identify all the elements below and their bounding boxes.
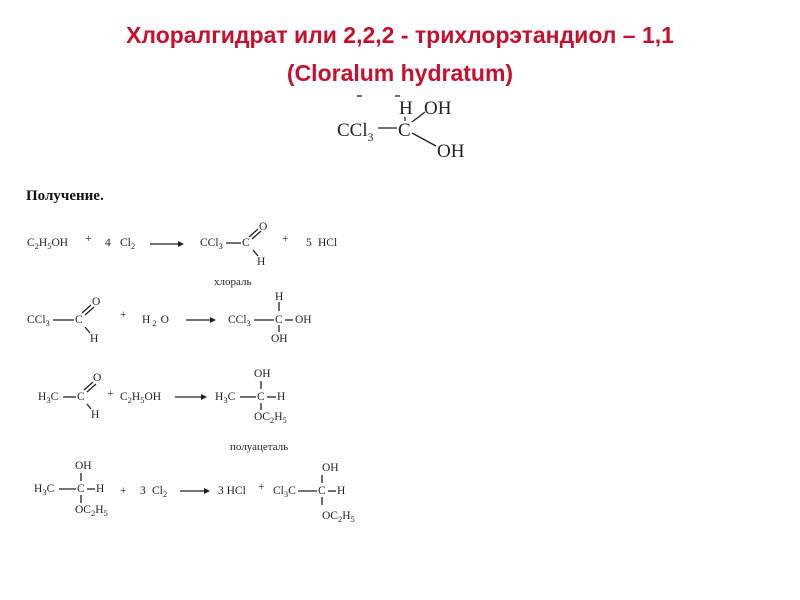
ccl3-group: CCl$_3$ (27, 314, 50, 328)
hydroxyl-group: OH (424, 98, 452, 119)
hydroxyl-group: OH (75, 460, 92, 472)
coefficient: 3 (140, 485, 146, 497)
hydroxyl-group: OH (322, 462, 339, 474)
carbon-atom: C (275, 314, 283, 326)
carbon-atom: C (77, 483, 85, 495)
double-bond (87, 384, 96, 392)
oxygen-atom: O (92, 296, 101, 308)
central-carbon: C (398, 120, 411, 141)
hydrogen-atom: H (257, 256, 266, 268)
ccl3-group: CCl$_3$ (337, 120, 374, 144)
carbon-atom: C (257, 391, 265, 403)
hydrogen-atom: H (90, 333, 99, 345)
ethanol: $C_2H_5OH$ (120, 391, 162, 405)
methyl-group: $H_3C$ (38, 391, 59, 405)
carbon-atom: C (242, 237, 250, 249)
reaction-3 (38, 368, 288, 453)
water: H $_2$ O (142, 314, 169, 328)
hydrogen-atom: H (337, 485, 346, 497)
plus-sign: + (120, 485, 127, 497)
arrow-head (204, 488, 210, 494)
methyl-group: $H_3C$ (34, 483, 55, 497)
oxygen-atom: O (93, 372, 102, 384)
slide-subtitle-latin-name: (Cloralum hydratum) (286, 60, 514, 86)
plus-sign: + (258, 481, 265, 493)
bond (412, 133, 436, 146)
product-label-chloral: хлораль (214, 276, 252, 288)
hydroxyl-group: OH (254, 368, 271, 380)
ccl3-group: CCl$_3$ (228, 314, 251, 328)
hydrogen-atom: H (399, 98, 413, 119)
hydrogen-atom: H (91, 409, 100, 421)
carbon-atom: C (75, 314, 83, 326)
plus-sign: + (120, 309, 127, 321)
hydroxyl-group: OH (271, 333, 288, 345)
arrow-head (178, 241, 184, 247)
plus-sign: + (107, 388, 114, 400)
coefficient: 4 (105, 237, 111, 249)
reaction-2 (27, 291, 312, 345)
hydrogen-chloride: HCl (318, 237, 338, 249)
arrow-head (210, 317, 216, 323)
chlorine: $Cl_2$ (152, 485, 168, 499)
double-bond (84, 382, 93, 390)
plus-sign: + (282, 233, 289, 245)
hydrogen-chloride: 3 HCl (218, 485, 246, 497)
ccl3-group: CCl$_3$ (200, 237, 223, 251)
methyl-group: $H_3C$ (215, 391, 236, 405)
double-bond (249, 229, 258, 237)
reaction-4 (34, 460, 355, 524)
ethanol: $C_2H_5OH$ (27, 237, 69, 251)
hydrogen-atom: H (277, 391, 286, 403)
ethoxy-group: $OC_2H_5$ (75, 504, 108, 518)
oxygen-atom: O (259, 221, 268, 233)
ethoxy-group: $OC_2H_5$ (322, 510, 355, 524)
product-label-hemiacetal: полуацеталь (230, 441, 289, 453)
ethoxy-group: $OC_2H_5$ (254, 411, 287, 425)
hydrogen-atom: H (275, 291, 284, 303)
trichloromethyl-group: $Cl_3C$ (273, 485, 296, 499)
carbon-atom: C (318, 485, 326, 497)
coefficient: 5 (306, 237, 312, 249)
chloral-hydrate-structure (337, 96, 465, 162)
plus-sign: + (85, 233, 92, 245)
carbon-atom: C (77, 391, 85, 403)
double-bond (82, 305, 91, 313)
section-heading: Получение. (26, 188, 104, 204)
hydroxyl-group: OH (295, 314, 312, 326)
slide-title: Хлоралгидрат или 2,2,2 - трихлорэтандиол – 1,1 (126, 22, 674, 48)
reaction-1 (27, 221, 337, 288)
hydroxyl-group: OH (437, 141, 465, 162)
chlorine: $Cl_2$ (120, 237, 136, 251)
hydrogen-atom: H (96, 483, 105, 495)
arrow-head (201, 394, 207, 400)
double-bond (85, 307, 94, 315)
